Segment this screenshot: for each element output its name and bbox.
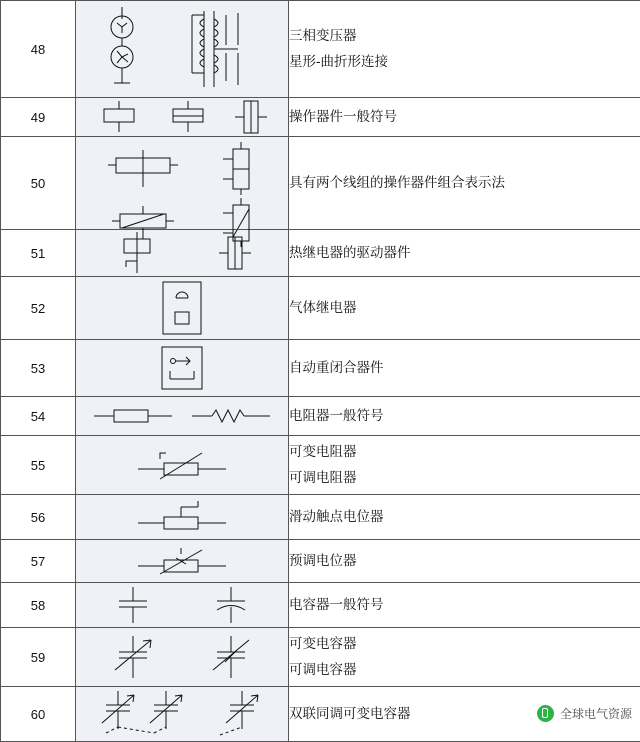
watermark	[537, 705, 632, 722]
row-number: 56	[1, 495, 76, 540]
row-number: 53	[1, 340, 76, 397]
ganged-capacitor-second-unit	[216, 689, 268, 739]
row-number: 52	[1, 277, 76, 340]
description-line: 双联同调可变电容器	[289, 701, 640, 727]
description-line: 滑动触点电位器	[289, 504, 640, 530]
variable-capacitor-symbol	[107, 632, 159, 682]
description-cell-55	[289, 436, 640, 495]
row-number: 49	[1, 98, 76, 137]
symbol-cell-52	[76, 277, 289, 340]
resistor-zigzag-symbol	[190, 404, 272, 428]
capacitor-general-symbol	[111, 585, 155, 625]
operating-device-general-symbol	[96, 100, 142, 134]
polarized-capacitor-symbol	[209, 585, 253, 625]
row-number: 55	[1, 436, 76, 495]
two-winding-operating-device-horizontal	[104, 149, 182, 189]
three-phase-transformer-star-zigzag-symbol	[86, 5, 178, 93]
description-line: 热继电器的驱动器件	[289, 240, 640, 266]
symbol-cell-53	[76, 340, 289, 397]
description-line: 可变电阻器	[289, 439, 640, 465]
table-row	[1, 137, 640, 230]
row-number: 54	[1, 397, 76, 436]
preset-potentiometer-symbol	[136, 542, 228, 580]
description-line: 气体继电器	[289, 295, 640, 321]
thermal-relay-drive-element-symbol	[112, 231, 162, 275]
gas-relay-symbol	[159, 280, 205, 336]
thermal-relay-drive-element-variant	[218, 231, 252, 275]
row-number: 59	[1, 628, 76, 687]
description-cell-56	[289, 495, 640, 540]
description-line: 可变电容器	[289, 631, 640, 657]
ganged-variable-capacitor-symbol	[96, 689, 192, 739]
row-number: 51	[1, 230, 76, 277]
table-row	[1, 1, 640, 98]
table-row	[1, 628, 640, 687]
symbol-cell-50	[76, 137, 289, 230]
table-row	[1, 495, 640, 540]
description-cell-59	[289, 628, 640, 687]
description-line: 电容器一般符号	[289, 592, 640, 618]
symbol-cell-48	[76, 1, 289, 98]
table-row	[1, 98, 640, 137]
description-line: 自动重闭合器件	[289, 355, 640, 381]
description-line: 预调电位器	[289, 548, 640, 574]
variable-resistor-symbol	[136, 445, 228, 485]
sliding-contact-potentiometer-symbol	[136, 497, 228, 537]
watermark-label: 全球电气资源	[560, 705, 632, 722]
adjustable-capacitor-symbol	[205, 632, 257, 682]
symbol-cell-54	[76, 397, 289, 436]
wechat-green-logo	[537, 705, 554, 722]
symbol-cell-56	[76, 495, 289, 540]
symbol-cell-57	[76, 540, 289, 583]
description-cell-49	[289, 98, 640, 137]
description-line: 三相变压器	[289, 23, 640, 49]
row-number: 57	[1, 540, 76, 583]
row-number: 58	[1, 583, 76, 628]
description-cell-58	[289, 583, 640, 628]
operating-device-variant-a	[165, 100, 211, 134]
description-cell-53	[289, 340, 640, 397]
transformer-winding-detail	[182, 5, 278, 93]
description-cell-50	[289, 137, 640, 230]
two-winding-operating-device-vertical	[221, 141, 261, 197]
symbol-cell-60	[76, 687, 289, 742]
symbol-cell-58	[76, 583, 289, 628]
table-row	[1, 436, 640, 495]
symbol-cell-59	[76, 628, 289, 687]
description-line: 具有两个线组的操作器件组合表示法	[289, 170, 640, 196]
description-cell-57	[289, 540, 640, 583]
description-cell-52	[289, 277, 640, 340]
table-row	[1, 340, 640, 397]
auto-reclosing-device-symbol	[156, 343, 208, 393]
description-cell-54	[289, 397, 640, 436]
table-row	[1, 540, 640, 583]
description-line: 可调电容器	[289, 657, 640, 683]
operating-device-variant-b	[234, 97, 268, 137]
description-line: 可调电阻器	[289, 465, 640, 491]
row-number: 60	[1, 687, 76, 742]
symbol-cell-49	[76, 98, 289, 137]
resistor-general-symbol	[92, 404, 174, 428]
table-row	[1, 277, 640, 340]
description-line: 操作器件一般符号	[289, 104, 640, 130]
row-number: 48	[1, 1, 76, 98]
row-number: 50	[1, 137, 76, 230]
table-row	[1, 583, 640, 628]
description-cell-48	[289, 1, 640, 98]
description-line: 星形-曲折形连接	[289, 49, 640, 75]
table-row	[1, 397, 640, 436]
description-cell-51	[289, 230, 640, 277]
symbol-cell-55	[76, 436, 289, 495]
description-line: 电阻器一般符号	[289, 403, 640, 429]
